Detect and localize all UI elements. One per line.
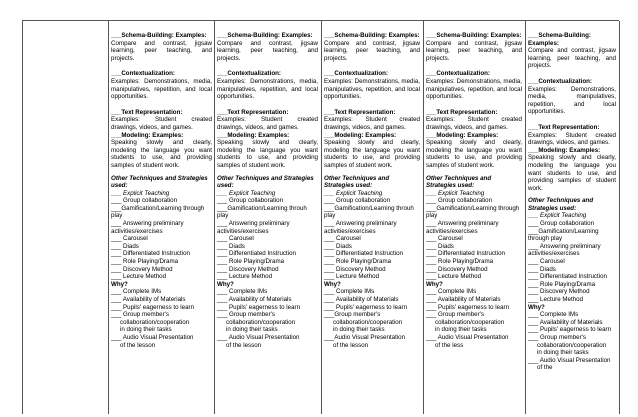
technique-list-item: ___ Role Playing/Drama [324, 258, 392, 266]
technique-list-item: ___ Lecture Method [324, 273, 380, 281]
technique-list-item: ___ Explicit Teaching [111, 189, 170, 197]
contextualization-label: ___Contextualization: [324, 70, 388, 78]
modeling-text: Speaking slowly and clearly, modeling the language you want students to use, and providing samples of student work. [217, 139, 318, 169]
reason-list-item: ___ Availability of Materials [324, 296, 399, 303]
technique-list-item: ___ Differentiated Instruction [324, 250, 403, 258]
text-representation-text: Examples: Student created drawings, videos, and games. [324, 116, 420, 131]
technique-list-item: ___Gamification/Learning through play [111, 204, 205, 220]
reason-list-item: ___ Audio Visual Presentation [426, 333, 509, 341]
technique-list-item: ___ Answering preliminary activities/exercises [528, 242, 601, 258]
reason-list-item: ___ Pupils' eagerness to learn [426, 303, 510, 311]
technique-list-item: ___ Discovery Method [426, 265, 488, 273]
technique-list-item: ___ Role Playing/Drama [217, 258, 285, 266]
reason-list-item: in doing their tasks [226, 326, 278, 334]
day-cell-2 [217, 32, 318, 349]
schema-building-text: Compare and contrast, jigsaw learning, peer teaching, and projects. [324, 39, 420, 62]
text-representation-label: ___Text Representation: [217, 108, 289, 116]
technique-list-item: ___Gamification/Learning throuh play [324, 204, 414, 220]
modeling-label: ___Modeling: Examples: [528, 146, 601, 154]
label-column [23, 21, 109, 414]
other-techniques-label: Other Techniques and Strategies used: [217, 174, 314, 190]
schema-building-text: Compare and contrast, jigsaw learning, peer teaching, and projects. [528, 47, 616, 70]
reason-list-item: collaboration/cooperation [537, 341, 607, 349]
schema-building-label: ___Schema-Building: Examples: [111, 32, 207, 39]
text-representation-label: ___Text Representation: [111, 108, 183, 116]
contextualization-label: ___Contextualization: [111, 70, 175, 78]
lesson-plan-table [22, 20, 619, 414]
technique-list-item: ___ Carousel [426, 235, 463, 243]
why-label: Why? [111, 280, 128, 288]
technique-list-item: ___ Diads [528, 265, 556, 273]
technique-list-item: ___ Answering preliminary activities/exercises [324, 220, 397, 235]
contextualization-text: Examples: Demonstrations, media, manipulatives, repetition, and local opportunities. [426, 77, 522, 101]
technique-list-item: ___ Carousel [528, 258, 565, 266]
technique-list-item: ___ Lecture Method [528, 296, 584, 303]
reason-list-item: ___ Pupils' eagerness to learn [111, 303, 195, 311]
technique-list-item: ___ Discovery Method [111, 265, 173, 273]
reason-list-item: ___ Audio Visual Presentation [111, 333, 194, 341]
reason-list-item: of the lesson [333, 341, 369, 349]
contextualization-label: ___Contextualization: [426, 70, 490, 78]
technique-list-item: ___ Explicit Teaching [528, 212, 587, 220]
day-cell-1 [111, 32, 212, 349]
other-techniques-label: Other Techniques and Strategies used: [528, 197, 594, 212]
modeling-text: Speaking slowly and clearly, modeling the language you want students to use, and providing samples of student work. [111, 139, 212, 169]
day-cell-4 [426, 32, 522, 349]
schema-building-label: ___Schema-Building: Examples: [324, 32, 420, 39]
technique-list-item: ___Gamification/Learning through play [426, 204, 520, 220]
why-label: Why? [528, 303, 545, 311]
text-representation-label: ___Text Representation: [324, 108, 396, 116]
reason-list-item: in doing their tasks [435, 326, 487, 334]
technique-list-item: ___ Diads [111, 242, 139, 250]
reason-list-item: ___Audio Visual Presentation [324, 333, 406, 341]
reason-list-item: ___ Pupils' eagerness to learn [528, 326, 612, 334]
why-label: Why? [426, 280, 443, 288]
technique-list-item: ___ Answering preliminary activities/exercises [111, 220, 184, 235]
technique-list-item: ___ Group collaboration [217, 197, 284, 205]
reason-list-item: ___ Complete IMs [324, 288, 375, 296]
technique-list-item: ___ Explicit Teaching [324, 189, 383, 197]
reason-list-item: collaboration/cooperation [120, 318, 190, 326]
technique-list-item: ___ Lecture Method [111, 273, 167, 281]
technique-list-item: ___ Diads [426, 242, 454, 250]
reason-list-item: ___ Audio Visual Presentation [217, 333, 300, 341]
day-cell-3 [324, 32, 420, 349]
reason-list-item: in doing their tasks [120, 326, 172, 334]
contextualization-text: Examples: Demonstrations, media, manipulatives, repetition, and local opportunities. [217, 77, 318, 101]
text-representation-text: Examples: Student created drawings, videos, and games. [217, 116, 318, 131]
reason-list-item: ___ Complete IMs [217, 288, 268, 296]
modeling-text: Speaking slowly and clearly, modeling the language you want students to use, and providing samples of student work. [528, 154, 616, 192]
reason-list-item: ___ Pupils' eagerness to learn [217, 303, 301, 311]
reason-list-item: ___ Complete IMs [111, 288, 162, 296]
reason-list-item: of the lesson [226, 341, 262, 349]
schema-building-text: Compare and contrast, jigsaw learning, peer teaching, and projects. [426, 39, 522, 62]
technique-list-item: ___ Answering preliminary activities/exercises [217, 220, 290, 235]
other-techniques-label: Other Techniques and Strategies used: [426, 174, 492, 190]
modeling-text: Speaking slowly and clearly, modeling the language you want students to use, and providing samples of student work. [426, 139, 522, 169]
reason-list-item: in doing their tasks [537, 349, 589, 357]
technique-list-item: ___ Group collaboration [426, 197, 493, 205]
contextualization-label: ___Contextualization: [528, 77, 592, 85]
text-representation-text: Examples: Student created drawings, videos, and games. [111, 116, 212, 131]
reason-list-item: ___Group member's [324, 311, 381, 319]
schema-building-text: Compare and contrast, jigsaw learning, peer teaching, and projects. [111, 39, 212, 62]
technique-list-item: ___ Differentiated Instruction [426, 250, 505, 258]
reason-list-item: ___ Audio Visual Presentation [528, 356, 611, 364]
modeling-label: ___Modeling: Examples: [426, 131, 499, 139]
technique-list-item: ___ Role Playing/Drama [528, 280, 596, 288]
technique-list-item: ___Gamification/Learning through play [528, 227, 599, 243]
modeling-label: ___Modeling: Examples: [111, 131, 184, 139]
technique-list-item: ___ Role Playing/Drama [426, 258, 494, 266]
other-techniques-label: Other Techniques and Strategies used: [111, 174, 208, 190]
schema-building-label: ___Schema-Building: Examples: [426, 32, 522, 39]
technique-list-item: ___ Answering preliminary activities/exercises [426, 220, 499, 235]
other-techniques-label: Other Techniques and Strategies used: [324, 174, 390, 190]
why-label: Why? [324, 280, 341, 288]
schema-building-label: ___Schema-Building: Examples: [217, 32, 313, 39]
text-representation-text: Examples: Student created drawings, videos, and games. [528, 131, 616, 147]
technique-list-item: ___ Diads [324, 242, 352, 250]
technique-list-item: ___ Differentiated Instruction [111, 250, 190, 258]
schema-building-text: Compare and contrast, jigsaw learning, peer teaching, and projects. [217, 39, 318, 62]
technique-list-item: ___ Group collaboration [324, 197, 391, 205]
modeling-text: Speaking slowly and clearly, modeling the language you want students to use, and providing samples of student work. [324, 139, 420, 169]
day-cell-5 [528, 32, 616, 372]
reason-list-item: ___ Availability of Materials [528, 318, 603, 326]
reason-list-item: ___ Availability of Materials [426, 296, 501, 303]
reason-list-item: ___ Complete IMs [528, 311, 579, 319]
reason-list-item: ___ Group member's [426, 311, 484, 319]
technique-list-item: ___ Diads [217, 242, 245, 250]
contextualization-text: Examples: Demonstrations, media, manipulatives, repetition, and local opportunities. [111, 77, 212, 101]
reason-list-item: ___ Group member's [111, 311, 169, 319]
technique-list-item: ___ Carousel [324, 235, 361, 243]
reason-list-item: collaboration/cooperation [435, 318, 505, 326]
technique-list-item: ___ Discovery Method [217, 265, 279, 273]
technique-list-item: ___ Explicit Teaching [426, 189, 485, 197]
technique-list-item: ___ Discovery Method [528, 288, 590, 296]
text-representation-label: ___Text Representation: [426, 108, 498, 116]
reason-list-item: in doing their tasks [333, 326, 385, 334]
reason-list-item: collaboration/cooperation [333, 318, 403, 326]
technique-list-item: ___ Carousel [217, 235, 254, 243]
technique-list-item: ___Gamification/Learning throuh play [217, 204, 307, 220]
reason-list-item: ___ Complete IMs [426, 288, 477, 296]
technique-list-item: ___ Lecture Method [426, 273, 482, 281]
technique-list-item: ___ Differentiated Instruction [528, 273, 607, 281]
technique-list-item: ___ Lecture Method [217, 273, 273, 281]
reason-list-item: of the [537, 364, 553, 372]
technique-list-item: ___ Group collaboration [111, 197, 178, 205]
text-representation-label: ___Text Representation: [528, 123, 600, 131]
technique-list-item: ___ Explicit Teaching [217, 189, 276, 197]
contextualization-text: Examples: Demonstrations, media, manipulatives, repetition, and local opportunities. [324, 77, 420, 101]
why-label: Why? [217, 280, 234, 288]
reason-list-item: of the less [435, 341, 464, 349]
reason-list-item: of the lesson [120, 341, 156, 349]
contextualization-label: ___Contextualization: [217, 70, 281, 78]
technique-list-item: ___ Group collaboration [528, 220, 595, 228]
reason-list-item: ___ Availability of Materials [217, 296, 292, 303]
reason-list-item: ___ Group member's [528, 333, 586, 341]
schema-building-label: ___Schema-Building: Examples: [528, 32, 591, 47]
reason-list-item: ___ Availability of Materials [111, 296, 186, 303]
technique-list-item: ___ Differentiated Instruction [217, 250, 296, 258]
reason-list-item: ___ Pupils' eagerness to learn [324, 303, 408, 311]
technique-list-item: ___ Discovery Method [324, 265, 386, 273]
modeling-label: ___Modeling: Examples: [324, 131, 397, 139]
text-representation-text: Examples: Student created drawings, videos, and games. [426, 116, 522, 131]
modeling-label: ___Modeling: Examples: [217, 131, 290, 139]
contextualization-text: Examples: Demonstrations, media, manipulatives, repetition, and local opportunities. [528, 85, 616, 116]
technique-list-item: ___ Carousel [111, 235, 148, 243]
reason-list-item: collaboration/cooperation [226, 318, 296, 326]
reason-list-item: ___ Group member's [217, 311, 275, 319]
technique-list-item: ___ Role Playing/Drama [111, 258, 179, 266]
